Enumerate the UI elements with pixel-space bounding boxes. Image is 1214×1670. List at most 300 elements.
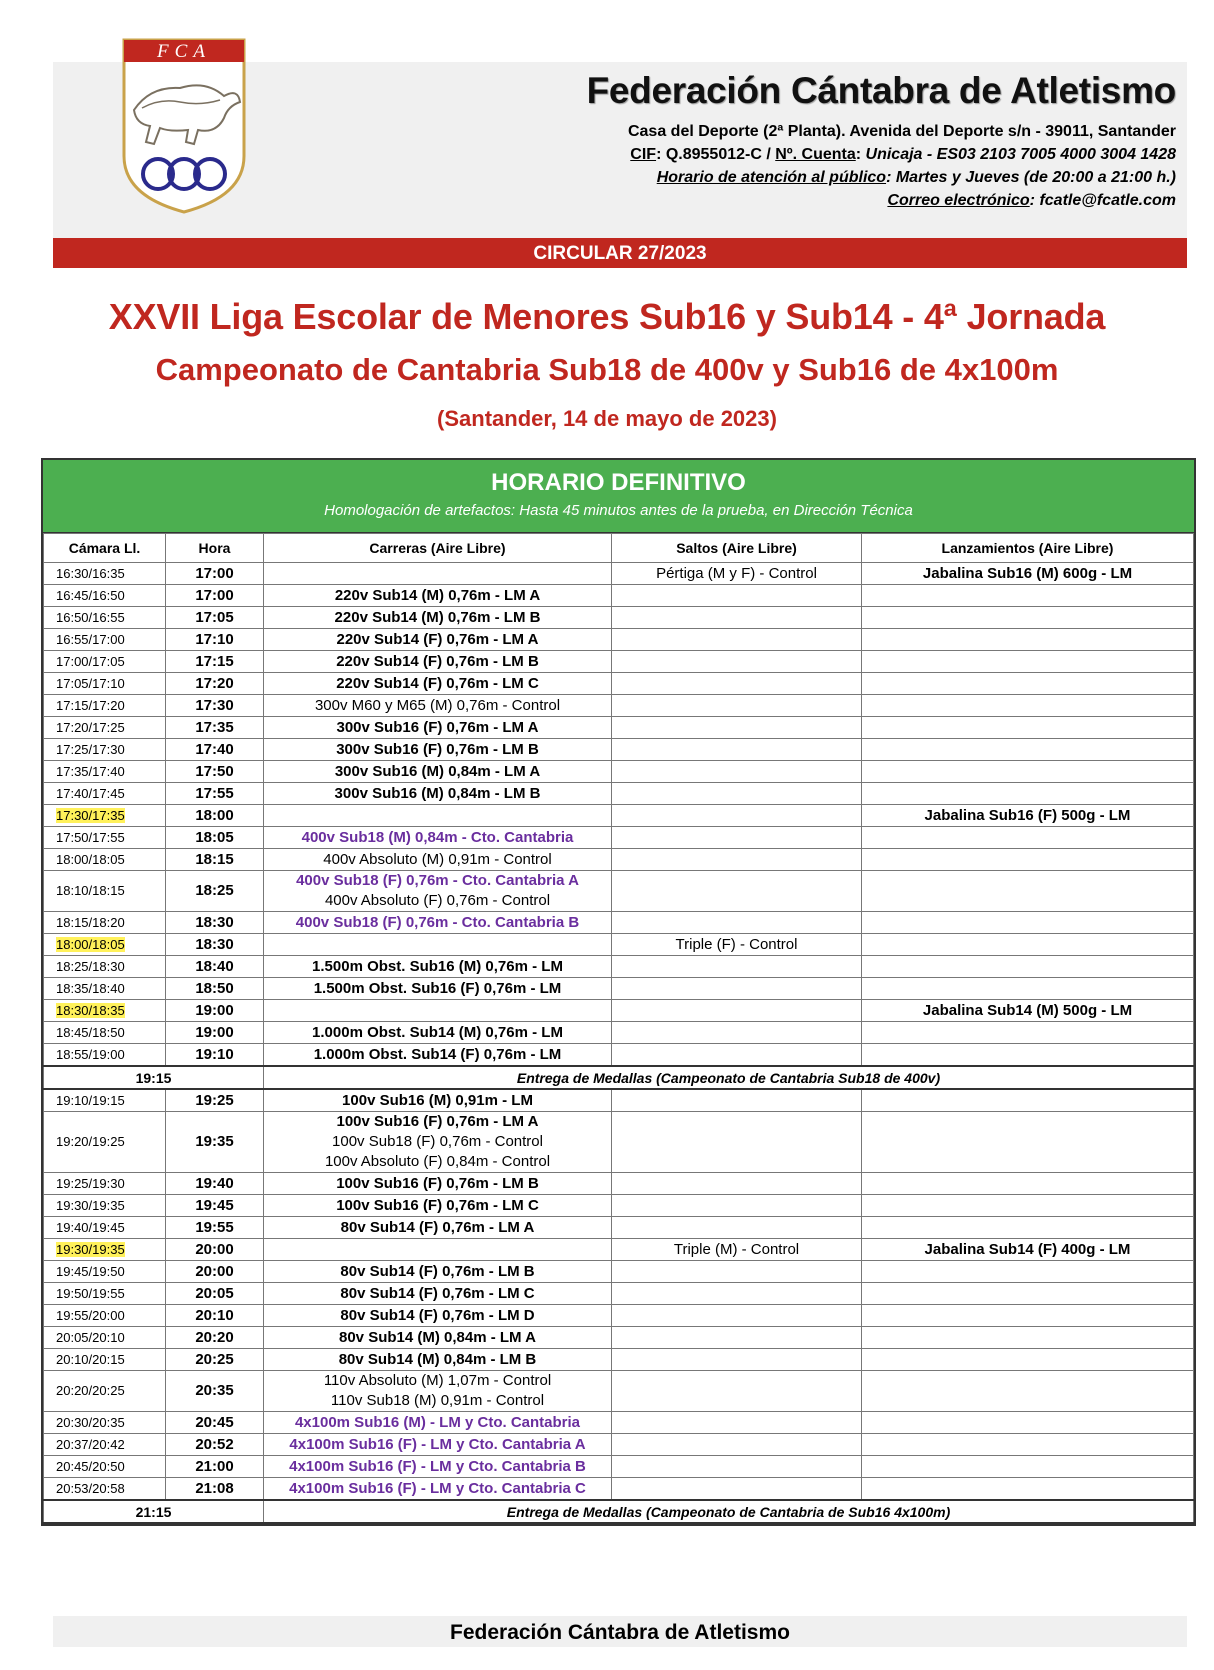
camara-time-text: 16:30/16:35 [56,565,125,581]
table-row [44,1434,1194,1456]
race-cell [264,934,612,956]
jump-cell [612,585,862,607]
camara-time-text: 20:05/20:10 [56,1329,125,1345]
camara-time [44,1371,166,1412]
table-row [44,607,1194,629]
camara-time-text: 18:45/18:50 [56,1024,125,1040]
race-event: 100v Absoluto (F) 0,84m - Control [324,1153,551,1170]
throw-cell [862,956,1194,978]
event-time: 17:00 [166,585,264,607]
ceremony-time: 19:15 [44,1066,264,1089]
camara-time-text: 20:30/20:35 [56,1414,125,1430]
race-cell [264,849,612,871]
throw-cell [862,1044,1194,1067]
camara-time [44,1217,166,1239]
camara-time [44,1089,166,1112]
table-row [44,651,1194,673]
jump-cell [612,717,862,739]
ceremony-text: Entrega de Medallas (Campeonato de Cantabria de Sub16 4x100m) [264,1500,1194,1523]
camara-time [44,934,166,956]
throw-cell [862,912,1194,934]
jump-cell [612,1089,862,1112]
camara-time-text: 17:25/17:30 [56,741,125,757]
table-row [44,1112,1194,1173]
race-cell [264,1173,612,1195]
race-event: 100v Sub16 (M) 0,91m - LM [342,1091,533,1109]
race-cell [264,651,612,673]
race-cell [264,1089,612,1112]
race-event: 220v Sub14 (M) 0,76m - LM B [334,608,541,626]
race-event: 4x100m Sub16 (F) - LM y Cto. Cantabria C [289,1479,586,1497]
event-time: 17:50 [166,761,264,783]
throw-cell [862,827,1194,849]
jump-cell [612,761,862,783]
camara-time-highlighted: 18:00/18:05 [56,936,125,952]
throw-cell [862,978,1194,1000]
schedule-heading [43,460,1194,533]
throw-cell [862,1371,1194,1412]
camara-time-text: 16:45/16:50 [56,587,125,603]
race-event: 300v Sub16 (F) 0,76m - LM A [336,718,539,736]
throw-cell [862,1195,1194,1217]
race-cell [264,717,612,739]
camara-time [44,1305,166,1327]
camara-time-text: 18:35/18:40 [56,980,125,996]
race-cell [264,1112,612,1173]
horario-label: Horario de atención al público [656,169,887,186]
camara-time-text: 17:40/17:45 [56,785,125,801]
throw-cell [862,673,1194,695]
race-event: 100v Sub16 (F) 0,76m - LM C [336,1196,539,1214]
camara-time-text: 17:05/17:10 [56,675,125,691]
table-row [44,1217,1194,1239]
race-cell [264,1283,612,1305]
jump-cell [612,849,862,871]
table-row [44,827,1194,849]
jump-cell: Pértiga (M y F) - Control [612,563,862,585]
camara-time-text: 17:20/17:25 [56,719,125,735]
schedule-title: HORARIO DEFINITIVO [491,469,746,496]
organization-name: Federación Cántabra de Atletismo [586,70,1176,111]
race-event: 220v Sub14 (F) 0,76m - LM B [336,652,539,670]
race-cell [264,783,612,805]
cif-label: CIF [630,146,657,163]
race-event: 300v Sub16 (F) 0,76m - LM B [336,740,539,758]
col-camara: Cámara Ll. [44,534,166,563]
jump-cell [612,1261,862,1283]
race-event: 400v Sub18 (F) 0,76m - Cto. Cantabria A [296,872,579,889]
camara-time-text: 19:25/19:30 [56,1175,125,1191]
event-time: 18:25 [166,871,264,912]
ceremony-text: Entrega de Medallas (Campeonato de Cantabria Sub18 de 400v) [264,1066,1194,1089]
race-cell [264,1434,612,1456]
camara-time-text: 17:35/17:40 [56,763,125,779]
race-cell [264,563,612,585]
event-time: 21:00 [166,1456,264,1478]
medal-ceremony-row [44,1066,1194,1089]
contact-block [628,120,1176,212]
race-event: 1.000m Obst. Sub14 (F) 0,76m - LM [313,1045,562,1063]
camara-time-text: 19:20/19:25 [56,1134,125,1149]
event-time: 18:50 [166,978,264,1000]
race-event: 220v Sub14 (F) 0,76m - LM A [336,630,539,648]
race-event: 80v Sub14 (M) 0,84m - LM A [339,1328,536,1346]
throw-cell [862,717,1194,739]
table-row [44,585,1194,607]
race-cell [264,1327,612,1349]
throw-cell [862,1327,1194,1349]
jump-cell [612,739,862,761]
cif-line: CIF: Q.8955012-C / Nº. Cuenta: Unicaja - ES03 2103 7005 4000 3004 1428 [630,146,1176,163]
throw-cell [862,1478,1194,1501]
camara-time-text: 19:30/19:35 [56,1197,125,1213]
race-event: 4x100m Sub16 (M) - LM y Cto. Cantabria [294,1413,581,1431]
table-row [44,1478,1194,1501]
schedule-table [41,458,1196,1526]
schedule-grid [43,533,1194,1524]
table-row [44,695,1194,717]
camara-time-text: 20:53/20:58 [56,1480,125,1496]
camara-time [44,629,166,651]
event-time: 17:15 [166,651,264,673]
event-time: 20:45 [166,1412,264,1434]
jump-cell [612,1349,862,1371]
jump-cell [612,1044,862,1067]
jump-cell [612,695,862,717]
camara-time [44,585,166,607]
throw-cell [862,1434,1194,1456]
camara-time [44,805,166,827]
cif-value: : Q.8955012-C / [656,146,776,163]
camara-time [44,1327,166,1349]
jump-cell [612,1112,862,1173]
event-time: 18:30 [166,912,264,934]
header-row [44,534,1194,563]
camara-time-text: 20:10/20:15 [56,1351,125,1367]
camara-time [44,1022,166,1044]
table-row [44,1173,1194,1195]
camara-time-text: 20:37/20:42 [56,1436,125,1452]
jump-cell [612,956,862,978]
camara-time [44,1000,166,1022]
logo-text: FCA [157,41,211,62]
race-event: 400v Sub18 (F) 0,76m - Cto. Cantabria B [295,913,580,931]
camara-time-text: 18:25/18:30 [56,958,125,974]
camara-time [44,1195,166,1217]
throw-cell [862,761,1194,783]
jump-cell [612,783,862,805]
race-cell [264,1000,612,1022]
table-row [44,1283,1194,1305]
race-cell [264,1217,612,1239]
horario-value: Martes y Jueves (de 20:00 a 21:00 h.) [895,169,1176,186]
throw-cell [862,585,1194,607]
table-row [44,783,1194,805]
event-time: 17:55 [166,783,264,805]
throw-cell [862,1089,1194,1112]
race-cell [264,1022,612,1044]
race-cell [264,739,612,761]
address: Casa del Deporte (2ª Planta). Avenida del Deporte s/n - 39011, Santander [627,123,1176,140]
event-time: 20:52 [166,1434,264,1456]
throw-cell [862,607,1194,629]
event-time: 20:05 [166,1283,264,1305]
race-event: 220v Sub14 (F) 0,76m - LM C [336,674,539,692]
event-time: 20:20 [166,1327,264,1349]
race-cell [264,827,612,849]
table-row [44,1239,1194,1261]
race-event: 110v Sub18 (M) 0,91m - Control [330,1392,545,1409]
race-cell [264,1305,612,1327]
footer: Federación Cántabra de Atletismo [53,1616,1187,1647]
event-time: 17:20 [166,673,264,695]
event-time: 18:15 [166,849,264,871]
event-time: 20:10 [166,1305,264,1327]
camara-time-text: 18:15/18:20 [56,914,125,930]
camara-time [44,1261,166,1283]
camara-time [44,717,166,739]
race-cell [264,1044,612,1067]
race-event: 100v Sub16 (F) 0,76m - LM B [336,1174,539,1192]
jump-cell [612,1412,862,1434]
jump-cell [612,651,862,673]
jump-cell [612,912,862,934]
race-event: 300v M60 y M65 (M) 0,76m - Control [314,696,561,714]
table-row [44,805,1194,827]
race-cell [264,956,612,978]
race-cell [264,1478,612,1501]
ceremony-time: 21:15 [44,1500,264,1523]
jump-cell [612,1305,862,1327]
camara-time [44,849,166,871]
throw-cell [862,1412,1194,1434]
camara-time [44,978,166,1000]
table-row [44,1371,1194,1412]
race-cell [264,695,612,717]
correo-label: Correo electrónico [887,192,1030,209]
camara-time [44,695,166,717]
event-time: 19:00 [166,1000,264,1022]
throw-cell [862,651,1194,673]
table-row [44,978,1194,1000]
event-time: 21:08 [166,1478,264,1501]
table-row [44,912,1194,934]
event-time: 17:10 [166,629,264,651]
race-event: 400v Sub18 (M) 0,84m - Cto. Cantabria [301,828,574,846]
table-row [44,871,1194,912]
camara-time [44,1044,166,1067]
jump-cell [612,1173,862,1195]
schedule-note: Homologación de artefactos: Hasta 45 minutos antes de la prueba, en Dirección Técnica [324,502,913,519]
camara-time [44,1173,166,1195]
race-cell [264,673,612,695]
race-event: 1.000m Obst. Sub14 (M) 0,76m - LM [312,1023,563,1041]
jump-cell [612,673,862,695]
event-time: 19:45 [166,1195,264,1217]
race-cell [264,1195,612,1217]
camara-time-text: 20:45/20:50 [56,1458,125,1474]
throw-cell: Jabalina Sub14 (F) 400g - LM [862,1239,1194,1261]
jump-cell [612,1371,862,1412]
col-saltos: Saltos (Aire Libre) [612,534,862,563]
event-time: 18:05 [166,827,264,849]
throw-cell [862,629,1194,651]
event-time: 17:00 [166,563,264,585]
table-row [44,1349,1194,1371]
table-row [44,1412,1194,1434]
camara-time-text: 18:10/18:15 [56,883,125,898]
subtitle: Campeonato de Cantabria Sub18 de 400v y Sub16 de 4x100m [155,352,1059,387]
horario-line: Horario de atención al público: Martes y Jueves (de 20:00 a 21:00 h.) [656,169,1176,186]
table-row [44,849,1194,871]
jump-cell [612,1327,862,1349]
correo-line: Correo electrónico: fcatle@fcatle.com [887,192,1176,209]
table-row [44,563,1194,585]
camara-time [44,563,166,585]
race-event: 100v Sub16 (F) 0,76m - LM A [336,1113,539,1130]
throw-cell [862,1022,1194,1044]
camara-time [44,651,166,673]
col-hora: Hora [166,534,264,563]
fca-logo [120,36,248,214]
race-cell [264,978,612,1000]
camara-time-text: 19:10/19:15 [56,1092,125,1108]
throw-cell: Jabalina Sub16 (F) 500g - LM [862,805,1194,827]
event-time: 19:40 [166,1173,264,1195]
event-time: 19:35 [166,1112,264,1173]
throw-cell: Jabalina Sub14 (M) 500g - LM [862,1000,1194,1022]
camara-time-text: 18:55/19:00 [56,1046,125,1062]
race-cell [264,1371,612,1412]
race-event: 400v Absoluto (M) 0,91m - Control [323,850,552,868]
jump-cell [612,1000,862,1022]
race-event: 80v Sub14 (M) 0,84m - LM B [338,1350,537,1368]
throw-cell [862,695,1194,717]
race-cell [264,1349,612,1371]
race-event: 4x100m Sub16 (F) - LM y Cto. Cantabria A [289,1435,586,1453]
event-time: 20:25 [166,1349,264,1371]
event-time: 18:00 [166,805,264,827]
race-event: 100v Sub18 (F) 0,76m - Control [332,1133,543,1150]
event-time: 20:00 [166,1239,264,1261]
camara-time-highlighted: 18:30/18:35 [56,1002,125,1018]
medal-ceremony-row [44,1500,1194,1523]
throw-cell [862,934,1194,956]
throw-cell [862,849,1194,871]
jump-cell: Triple (F) - Control [612,934,862,956]
cuenta-label: Nº. Cuenta [775,146,856,163]
table-row [44,1327,1194,1349]
event-time: 20:35 [166,1371,264,1412]
camara-time [44,827,166,849]
race-event: 110v Absoluto (M) 1,07m - Control [323,1372,552,1389]
camara-time [44,761,166,783]
table-row [44,673,1194,695]
race-cell [264,871,612,912]
throw-cell [862,1349,1194,1371]
event-time: 19:55 [166,1217,264,1239]
event-time: 20:00 [166,1261,264,1283]
throw-cell [862,783,1194,805]
jump-cell [612,607,862,629]
race-cell [264,1456,612,1478]
table-row [44,934,1194,956]
table-row [44,1305,1194,1327]
camara-time [44,956,166,978]
jump-cell [612,871,862,912]
race-cell [264,607,612,629]
event-time: 17:05 [166,607,264,629]
camara-time-text: 17:50/17:55 [56,829,125,845]
main-title: XXVII Liga Escolar de Menores Sub16 y Sub14 - 4ª Jornada [108,296,1106,337]
camara-time-text: 19:45/19:50 [56,1263,125,1279]
correo-value: fcatle@fcatle.com [1039,192,1176,209]
jump-cell [612,1434,862,1456]
camara-time [44,1283,166,1305]
col-carreras: Carreras (Aire Libre) [264,534,612,563]
race-cell [264,912,612,934]
camara-time [44,1412,166,1434]
race-cell [264,805,612,827]
camara-time [44,607,166,629]
camara-time [44,1434,166,1456]
throw-cell [862,1456,1194,1478]
race-event: 80v Sub14 (F) 0,76m - LM A [340,1218,535,1236]
camara-time [44,739,166,761]
table-row [44,1000,1194,1022]
throw-cell [862,1217,1194,1239]
throw-cell [862,871,1194,912]
jump-cell: Triple (M) - Control [612,1239,862,1261]
camara-time-highlighted: 19:30/19:35 [56,1241,125,1257]
camara-time [44,912,166,934]
race-event: 1.500m Obst. Sub16 (F) 0,76m - LM [313,979,562,997]
race-event: 80v Sub14 (F) 0,76m - LM D [340,1306,535,1324]
camara-time [44,1349,166,1371]
table-row [44,1195,1194,1217]
race-cell [264,1239,612,1261]
camara-time [44,1239,166,1261]
col-lanzamientos: Lanzamientos (Aire Libre) [862,534,1194,563]
jump-cell [612,1283,862,1305]
table-row [44,739,1194,761]
camara-time-text: 16:55/17:00 [56,631,125,647]
camara-time-text: 17:00/17:05 [56,653,125,669]
camara-time-text: 16:50/16:55 [56,609,125,625]
event-time: 19:00 [166,1022,264,1044]
throw-cell [862,1283,1194,1305]
race-event: 80v Sub14 (F) 0,76m - LM B [340,1262,535,1280]
race-event: 400v Absoluto (F) 0,76m - Control [324,892,551,909]
camara-time-text: 19:50/19:55 [56,1285,125,1301]
throw-cell [862,1112,1194,1173]
race-event: 80v Sub14 (F) 0,76m - LM C [340,1284,535,1302]
race-event: 300v Sub16 (M) 0,84m - LM B [334,784,541,802]
cuenta-value: Unicaja - ES03 2103 7005 4000 3004 1428 [865,146,1176,163]
throw-cell [862,1261,1194,1283]
jump-cell [612,1195,862,1217]
table-row [44,956,1194,978]
race-cell [264,585,612,607]
table-row [44,761,1194,783]
table-row [44,1089,1194,1112]
event-time: 18:40 [166,956,264,978]
jump-cell [612,805,862,827]
throw-cell: Jabalina Sub16 (M) 600g - LM [862,563,1194,585]
jump-cell [612,1456,862,1478]
event-date: (Santander, 14 de mayo de 2023) [437,406,777,431]
table-row [44,717,1194,739]
